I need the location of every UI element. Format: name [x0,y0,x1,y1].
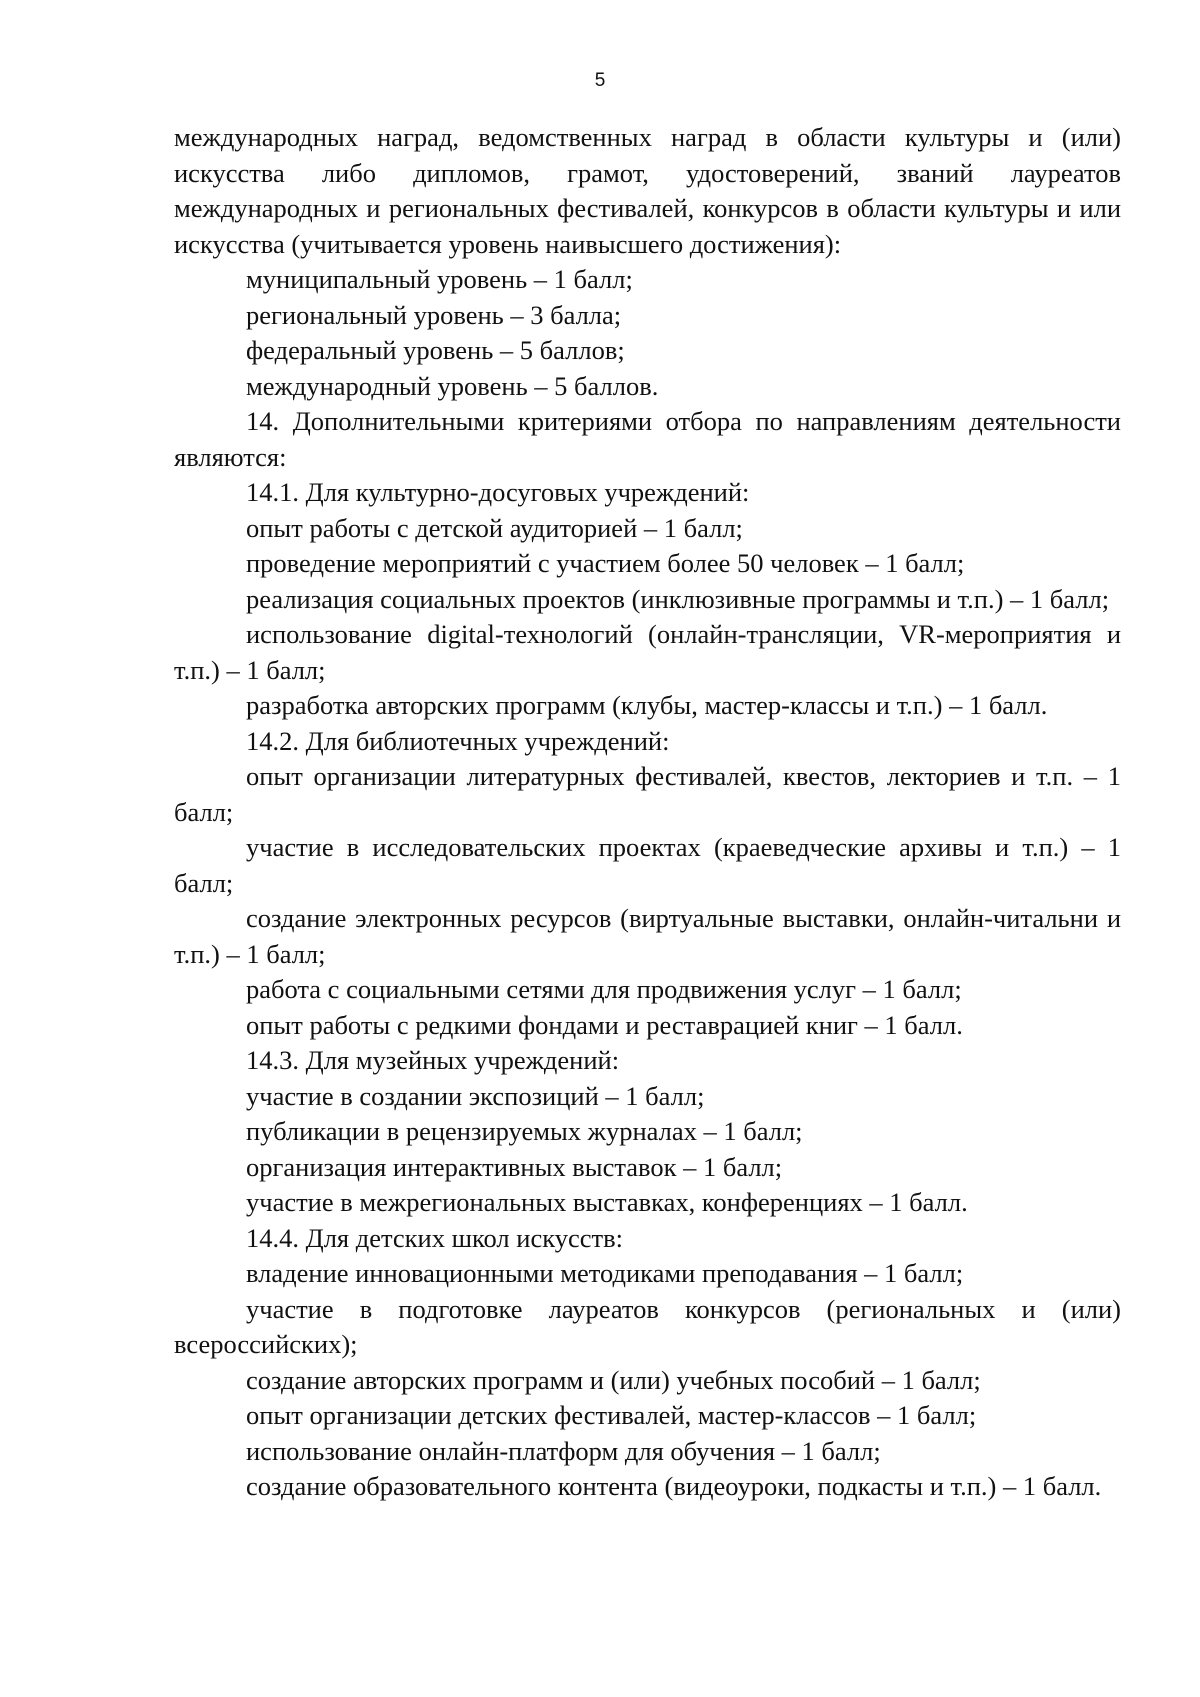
page-number: 5 [594,70,606,91]
document-body [174,120,1121,1505]
list-item: опыт организации детских фестивалей, мастер-классов – 1 балл; [246,1400,977,1430]
list-item: участие в межрегиональных выставках, конференциях – 1 балл. [246,1187,968,1217]
list-item: организация интерактивных выставок – 1 балл; [246,1151,783,1182]
list-item: создание авторских программ и (или) учебных пособий – 1 балл; [246,1364,981,1395]
clause-14: 14. Дополнительными критериями отбора по направлениям деятельности являются: [174,406,1121,472]
list-item-international-level: международный уровень – 5 баллов. [246,370,659,401]
clause-14-4-heading: 14.4. Для детских школ искусств: [246,1222,623,1253]
list-item: владение инновационными методиками преподавания – 1 балл; [246,1258,964,1288]
list-item: участие в исследовательских проектах (краеведческие архивы и т.п.) – 1 балл; [174,832,1121,898]
list-item-regional-level: региональный уровень – 3 балла; [246,299,622,330]
list-item: использование онлайн-платформ для обучения – 1 балл; [246,1435,881,1466]
list-item: опыт работы с детской аудиторией – 1 балл; [246,512,743,543]
clause-14-3-heading: 14.3. Для музейных учреждений: [246,1045,620,1075]
list-item: проведение мероприятий с участием более 50 человек – 1 балл; [246,548,965,578]
list-item: создание образовательного контента (видеоуроки, подкасты и т.п.) – 1 балл. [246,1471,1102,1501]
clause-14-2-heading: 14.2. Для библиотечных учреждений: [246,725,670,756]
list-item: разработка авторских программ (клубы, мастер-классы и т.п.) – 1 балл. [246,690,1048,720]
list-item: реализация социальных проектов (инклюзивные программы и т.п.) – 1 балл; [246,583,1110,614]
list-item-federal-level: федеральный уровень – 5 баллов; [246,335,625,365]
list-item: работа с социальными сетями для продвижения услуг – 1 балл; [246,974,962,1004]
paragraph-continuation: международных наград, ведомственных наград в области культуры и (или) искусства либо дипломов, грамот, удостоверений, званий лауреатов международных и региональных фестивалей, конкурсов в области культуры и или искусства (учитывается уровень наивысшего достижения): [174,122,1121,259]
list-item: публикации в рецензируемых журналах – 1 балл; [246,1116,803,1146]
clause-14-1-heading: 14.1. Для культурно-досуговых учреждений: [246,477,750,507]
list-item: использование digital-технологий (онлайн-трансляции, VR-мероприятия и т.п.) – 1 балл; [174,619,1121,685]
list-item: создание электронных ресурсов (виртуальные выставки, онлайн-читальни и т.п.) – 1 балл; [174,903,1121,969]
list-item: опыт организации литературных фестивалей, квестов, лекториев и т.п. – 1 балл; [174,761,1121,827]
list-item: опыт работы с редкими фондами и реставрацией книг – 1 балл. [246,1009,963,1040]
list-item: участие в создании экспозиций – 1 балл; [246,1080,705,1111]
list-item-municipal-level: муниципальный уровень – 1 балл; [246,264,633,294]
list-item: участие в подготовке лауреатов конкурсов (региональных и (или) всероссийских); [174,1293,1121,1359]
